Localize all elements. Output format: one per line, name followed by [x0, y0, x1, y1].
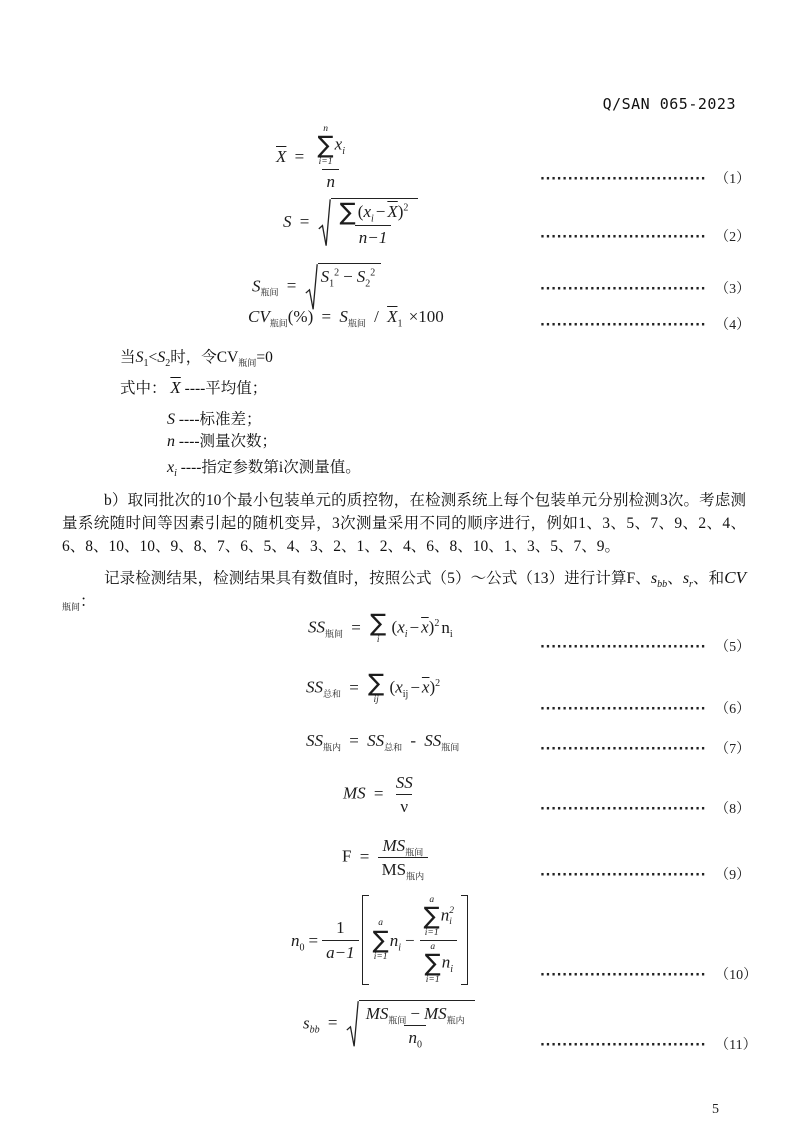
equation-number-5: （5）	[715, 640, 751, 655]
dot-leader-8: ······························ （8）	[540, 802, 751, 817]
condition-line: 当$S_1<S_2$时，令$CV_{瓶间}=0$	[120, 349, 273, 370]
dot-leader-11: ······························ （11）	[540, 1038, 757, 1053]
left-bracket	[362, 895, 369, 985]
where-line-n: n ----测量次数；	[167, 433, 278, 450]
sigma-symbol: ∑	[368, 669, 385, 697]
dot-leader-10: ······························ （10）	[540, 968, 758, 983]
equals-sign: =	[351, 617, 361, 637]
where-line-mean: 式中： $\overline{X}$ ----平均值；	[120, 378, 268, 397]
equation-number-2: （2）	[715, 230, 751, 245]
square-root	[318, 198, 419, 248]
square-root	[346, 1000, 475, 1049]
formula-6: $SS_{总和}$ = ∑ ij $(x_{ij} - \overline{x})^2$	[306, 669, 441, 705]
formula-10: $n_0$ = $\frac{1}{a-1}$ a ∑ i=1 $n_i$ − a ∑ i=1 n 2 i a ∑ i=1 $n_i$	[291, 895, 471, 985]
sigma-symbol: ∑	[317, 131, 334, 160]
equation-number-7: （7）	[715, 742, 751, 757]
formula-7: $SS_{瓶内} = SS_{总和} - SS_{瓶间}$	[306, 731, 460, 753]
dot-leader-1: ······························ （1）	[540, 172, 751, 187]
xbar-symbol: $\overline{X}$	[170, 378, 181, 397]
formula-1	[276, 124, 349, 192]
summation: ∑ ij	[368, 669, 385, 705]
right-bracket	[461, 895, 468, 985]
radical-icon	[305, 263, 318, 312]
sigma-symbol: ∑	[372, 925, 389, 954]
formula-9: F = $\frac{MS_{瓶间}}{MS_{瓶内}}$	[342, 835, 428, 881]
equation-number-6: （6）	[715, 702, 751, 717]
summation: a ∑ i=1	[372, 918, 389, 962]
equals-sign: =	[373, 783, 384, 803]
radical-icon	[346, 1000, 359, 1049]
equation-number-11: （11）	[715, 1038, 757, 1053]
equation-number-9: （9）	[715, 868, 751, 883]
equals-sign: =	[359, 846, 370, 866]
sigma-symbol: ∑	[424, 949, 441, 978]
summation: n ∑ i=1	[317, 124, 334, 168]
dot-leader-6: ······························ （6）	[540, 702, 751, 717]
equals-sign: =	[308, 930, 319, 950]
dot-leader-4: ······························ （4）	[540, 318, 751, 333]
equation-number-8: （8）	[715, 802, 751, 817]
radical-icon	[318, 198, 331, 248]
equals-sign: =	[349, 731, 359, 750]
dot-leader-3: ······························ （3）	[540, 282, 751, 297]
equation-number-4: （4）	[715, 318, 751, 333]
equals-sign: =	[327, 1013, 338, 1033]
formula-8: MS = $\frac{SS}{\nu}$	[343, 772, 417, 818]
paragraph-b: b）取同批次的10个最小包装单元的质控物，在检测系统上每个包装单元分别检测3次。考虑测量系统随时间等因素引起的随机变异，3次测量采用不同的顺序进行，例如1、3、5、7、9、2、4、6、8、10、10、9、8、7、6、5、4、3、2、1、2、4、6、8、10、1、3、5、7、9。	[62, 492, 746, 555]
fraction: $\frac{\sum (x_i - \overline{X})^2}{n-1}$	[339, 198, 409, 247]
equation-number-3: （3）	[715, 282, 751, 297]
where-line-sd: S ----标准差；	[167, 411, 262, 428]
doc-number: Q/SAN 065-2023	[602, 95, 736, 113]
xbar-symbol: $\overline{X}$	[276, 146, 287, 166]
equation-number-10: （10）	[715, 968, 758, 983]
formula-4: $CV_{瓶间}(\%) = S_{瓶间} / \overline{X}_1 \times 100$	[248, 307, 444, 330]
fraction: $\frac{1}{a-1}$	[322, 917, 358, 963]
dot-leader-7: ······························ （7）	[540, 742, 751, 757]
formula-5: $SS_{瓶间}$ = ∑ i $(x_i - \overline{x})^2$ $n_i$	[308, 609, 453, 645]
equals-sign: =	[299, 211, 310, 231]
equals-sign: =	[321, 307, 332, 326]
fraction: a ∑ i=1 n 2 i a ∑ i=1 $n_i$	[419, 895, 458, 985]
equation-number-1: （1）	[715, 172, 751, 187]
formula-11: $s_{bb}$ = $\frac{MS_{瓶间} - MS_{瓶内}}{n_0}$	[303, 1000, 475, 1049]
equals-sign: =	[349, 677, 359, 697]
sigma-symbol: ∑	[370, 609, 387, 637]
where-line-xi: $x_i$ ----指定参数第i次测量值。	[167, 459, 361, 480]
equals-sign: =	[286, 276, 297, 296]
summation: a ∑ i=1	[423, 895, 440, 939]
dot-leader-9: ······························ （9）	[540, 868, 751, 883]
sigma-symbol: ∑	[339, 198, 356, 227]
formula-3: $S_{瓶间}$ = $S_1^2 - S_2^2$	[252, 263, 381, 312]
record-line: 记录检测结果，检测结果具有数值时，按照公式（5）～公式（13）进行计算F、$s_{bb}$、$s_r$、和$CV_{瓶间}$：	[62, 568, 746, 613]
formula-2: S = $\frac{\sum (x_i - \overline{X})^2}{n-1}$	[283, 198, 418, 248]
fraction: $\frac{SS}{\nu}$	[395, 773, 413, 817]
sigma-symbol: ∑	[423, 902, 440, 931]
equals-sign: =	[294, 146, 305, 166]
dot-leader-5: ······························ （5）	[540, 640, 751, 655]
fraction: $\frac{MS_{瓶间}}{MS_{瓶内}}$	[378, 835, 429, 881]
dot-leader-2: ······························ （2）	[540, 230, 751, 245]
summation: ∑ i	[370, 609, 387, 645]
fraction: $\frac{MS_{瓶间} - MS_{瓶内}}{n_0}$	[365, 1004, 465, 1051]
page-number: 5	[712, 1102, 719, 1117]
square-root: $S_1^2 - S_2^2$	[305, 263, 382, 312]
summation: a ∑ i=1	[424, 941, 441, 985]
fraction: n ∑ i=1 $x_i$ n	[317, 124, 345, 191]
